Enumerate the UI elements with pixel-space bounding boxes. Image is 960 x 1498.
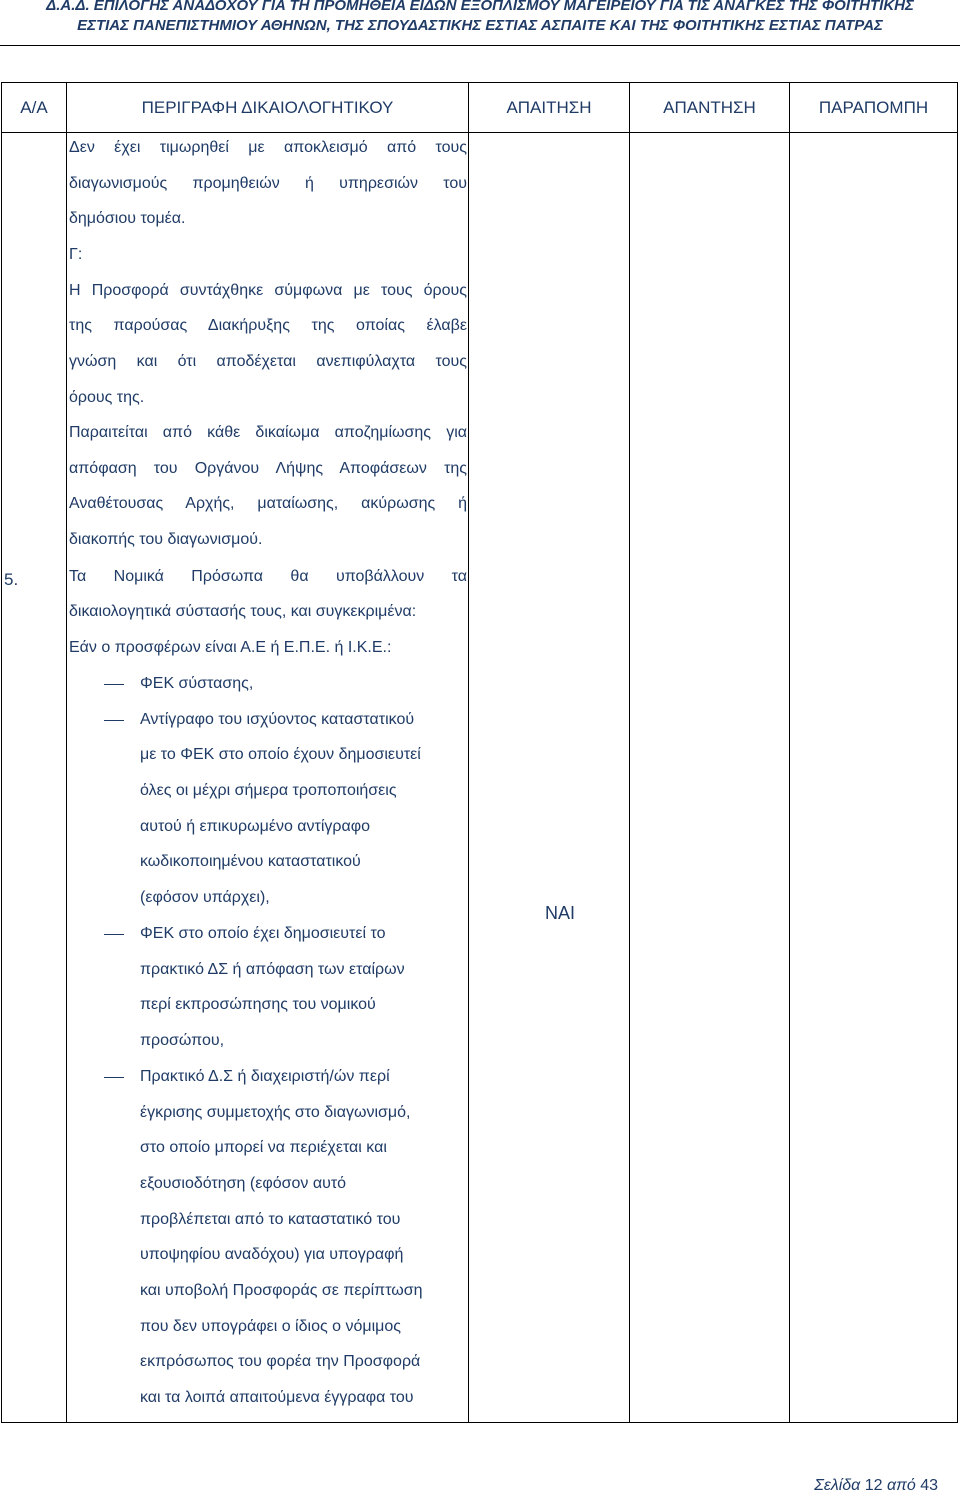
description-line: δημόσιου τομέα.	[69, 210, 186, 227]
bullet-line: που δεν υπογράφει ο ίδιος ο νόμιμος	[140, 1318, 401, 1335]
description-line: Παραιτείται από κάθε δικαίωμα αποζημίωσης για	[69, 424, 467, 441]
column-divider	[66, 83, 67, 1422]
header-title-line-1: Δ.Α.Δ. ΕΠΙΛΟΓΗΣ ΑΝΑΔΟΧΟΥ ΓΙΑ ΤΗ ΠΡΟΜΗΘΕΙΑ ΕΙΔΩΝ ΕΞΟΠΛΙΣΜΟΥ ΜΑΓΕΙΡΕΙΟΥ ΓΙΑ ΤΙΣ ΑΝΑΓΚΕΣ ΤΗΣ ΦΟΙΤΗΤΙΚΗΣ	[46, 0, 914, 14]
description-line: γνώση και ότι αποδέχεται ανεπιφύλαχτα τους	[69, 353, 467, 370]
current-page-number: 12	[864, 1477, 883, 1494]
column-header-description: ΠΕΡΙΓΡΑΦΗ ΔΙΚΑΙΟΛΟΓΗΤΙΚΟΥ	[141, 98, 394, 117]
description-line: Δεν έχει τιμωρηθεί με αποκλεισμό από τους	[69, 139, 467, 156]
bullet-line: πρακτικό ΔΣ ή απόφαση των εταίρων	[140, 961, 405, 978]
bullet-line: περί εκπροσώπησης του νομικού	[140, 996, 376, 1013]
bullet-line: προσώπου,	[140, 1032, 225, 1049]
bullet-line: όλες οι μέχρι σήμερα τροποποιήσεις	[140, 782, 397, 799]
description-line: απόφαση του Οργάνου Λήψης Αποφάσεων της	[69, 460, 467, 477]
bullet-line: ΦΕΚ σύστασης,	[140, 675, 254, 692]
column-header-reference: ΠΑΡΑΠΟΜΠΗ	[818, 98, 929, 117]
page-header	[0, 0, 960, 46]
page-footer	[814, 1477, 938, 1495]
bullet-line: κωδικοποιημένου καταστατικού	[140, 853, 361, 870]
requirement-value: ΝΑΙ	[545, 903, 576, 923]
bullet-line: με το ΦΕΚ στο οποίο έχουν δημοσιευτεί	[140, 746, 421, 763]
bullet-line: (εφόσον υπάρχει),	[140, 889, 270, 906]
bullet-line: Πρακτικό Δ.Σ ή διαχειριστή/ών περί	[140, 1068, 390, 1085]
bullet-dash	[104, 684, 124, 685]
bullet-line: στο οποίο μπορεί να περιέχεται και	[140, 1139, 387, 1156]
column-divider	[789, 83, 790, 1422]
bullet-dash	[104, 720, 124, 721]
bullet-line: εκπρόσωπος του φορέα την Προσφορά	[140, 1353, 421, 1370]
column-divider	[629, 83, 630, 1422]
row-number: 5.	[4, 570, 19, 589]
bullet-line: προβλέπεται από το καταστατικό του	[140, 1211, 401, 1228]
description-line: Τα Νομικά Πρόσωπα θα υποβάλλουν τα	[69, 568, 467, 585]
page-of-label: από	[887, 1477, 916, 1494]
description-line: διακοπής του διαγωνισμού.	[69, 531, 263, 548]
column-header-requirement: ΑΠΑΙΤΗΣΗ	[506, 98, 592, 117]
description-line: Εάν ο προσφέρων είναι Α.Ε ή Ε.Π.Ε. ή Ι.Κ.Ε.:	[69, 639, 392, 656]
description-line: Γ:	[69, 246, 83, 263]
bullet-line: υποψηφίου αναδόχου) για υπογραφή	[140, 1246, 404, 1263]
description-line: διαγωνισμούς προμηθειών ή υπηρεσιών του	[69, 175, 467, 192]
bullet-line: εξουσιοδότηση (εφόσον αυτό	[140, 1175, 347, 1192]
bullet-dash	[104, 934, 124, 935]
header-title-line-2: ΕΣΤΙΑΣ ΠΑΝΕΠΙΣΤΗΜΙΟΥ ΑΘΗΝΩΝ, ΤΗΣ ΣΠΟΥΔΑΣΤΙΚΗΣ ΕΣΤΙΑΣ ΑΣΠΑΙΤΕ ΚΑΙ ΤΗΣ ΦΟΙΤΗΤΙΚΗΣ ΕΣΤΙΑΣ ΠΑΤΡΑΣ	[77, 17, 883, 34]
column-divider	[468, 83, 469, 1422]
requirements-table	[1, 82, 958, 1423]
description-line: της παρούσας Διακήρυξης της οποίας έλαβε	[69, 317, 467, 334]
total-pages-number: 43	[920, 1477, 938, 1494]
description-line: Η Προσφορά συντάχθηκε σύμφωνα με τους όρους	[69, 282, 467, 299]
description-line: όρους της.	[69, 389, 145, 406]
page-label: Σελίδα	[814, 1477, 861, 1494]
bullet-line: έγκρισης συμμετοχής στο διαγωνισμό,	[140, 1104, 411, 1121]
bullet-dash	[104, 1077, 124, 1078]
bullet-line: Αντίγραφο του ισχύοντος καταστατικού	[140, 711, 415, 728]
column-header-answer: ΑΠΑΝΤΗΣΗ	[663, 98, 756, 117]
bullet-line: και υποβολή Προσφοράς σε περίπτωση	[140, 1282, 423, 1299]
bullet-line: και τα λοιπά απαιτούμενα έγγραφα του	[140, 1389, 414, 1406]
description-line: δικαιολογητικά σύστασής τους, και συγκεκριμένα:	[69, 603, 417, 620]
description-line: Αναθέτουσας Αρχής, ματαίωσης, ακύρωσης ή	[69, 495, 467, 512]
bullet-line: αυτού ή επικυρωμένο αντίγραφο	[140, 818, 371, 835]
column-header-aa: Α/Α	[20, 98, 48, 117]
bullet-line: ΦΕΚ στο οποίο έχει δημοσιευτεί το	[140, 925, 386, 942]
